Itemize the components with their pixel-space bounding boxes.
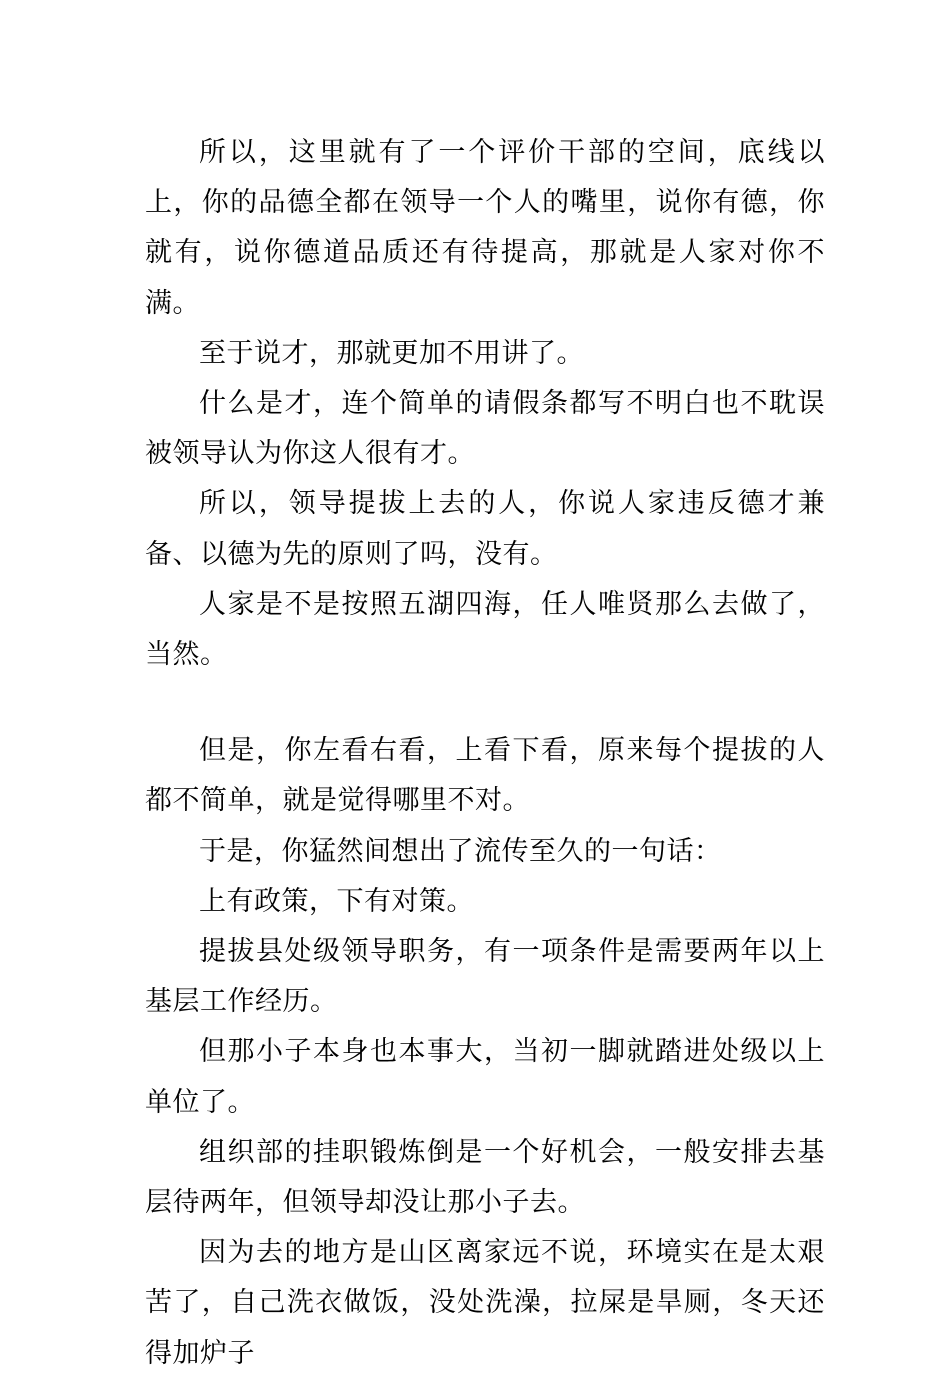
paragraph: 但那小子本身也本事大，当初一脚就踏进处级以上单位了。: [145, 1036, 825, 1118]
paragraph: 人家是不是按照五湖四海，任人唯贤那么去做了，当然。: [145, 588, 825, 671]
paragraph: 至于说才，那就更加不用讲了。: [199, 337, 584, 369]
paragraph: 组织部的挂职锻炼倒是一个好机会，一般安排去基层待两年，但领导却没让那小子去。: [145, 1136, 825, 1219]
paragraph: 上有政策，下有对策。: [199, 885, 474, 917]
paragraph: 因为去的地方是山区离家远不说，环境实在是太艰苦了，自己洗衣做饭，没处洗澡，拉屎是旱厕，冬天还得加炉子: [145, 1237, 825, 1369]
paragraph: 什么是才，连个简单的请假条都写不明白也不耽误被领导认为你这人很有才。: [145, 388, 825, 470]
document-body: [145, 128, 825, 1379]
paragraph: 所以，这里就有了一个评价干部的空间，底线以上，你的品德全都在领导一个人的嘴里，说你有德，你就有，说你德道品质还有待提高，那就是人家对你不满。: [145, 137, 825, 319]
paragraph: 于是，你猛然间想出了流传至久的一句话：: [199, 835, 722, 867]
paragraph: 提拔县处级领导职务，有一项条件是需要两年以上基层工作经历。: [145, 936, 825, 1018]
paragraph: 但是，你左看右看，上看下看，原来每个提拔的人都不简单，就是觉得哪里不对。: [145, 735, 825, 817]
paragraph: 所以，领导提拔上去的人，你说人家违反德才兼备、以德为先的原则了吗，没有。: [145, 488, 825, 570]
